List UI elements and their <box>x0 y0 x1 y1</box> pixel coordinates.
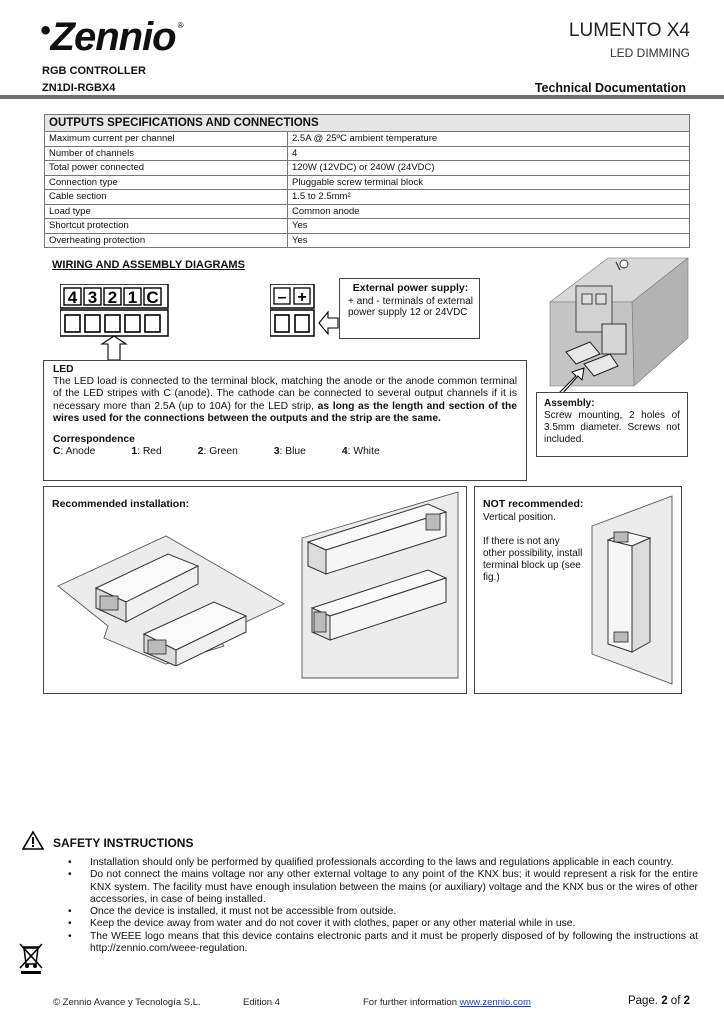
header-divider <box>0 95 724 99</box>
registered-icon: ® <box>177 21 183 30</box>
power-label-plus: + <box>297 289 307 306</box>
terminal-block-icon <box>148 640 166 654</box>
left-arrow-icon <box>319 312 338 334</box>
terminal-label: 3 <box>87 288 98 307</box>
table-row <box>45 175 690 190</box>
wiring-title: WIRING AND ASSEMBLY DIAGRAMS <box>52 259 245 271</box>
not-recommended-title: NOT recommended: <box>483 498 584 510</box>
footer-company: © Zennio Avance y Tecnología S.L. <box>53 997 201 1008</box>
spec-key: Maximum current per channel <box>45 132 288 147</box>
assembly-body: Screw mounting, 2 holes of 3.5mm diameter. Screws not included. <box>544 410 680 445</box>
vertical-mount-illustration <box>588 492 678 688</box>
led-info-box <box>43 360 527 481</box>
spec-value: Common anode <box>288 204 690 219</box>
terminal-label: 4 <box>67 288 78 307</box>
product-subtitle: LED DIMMING <box>609 46 690 60</box>
device-housing-illustration <box>536 254 692 394</box>
correspondence-item: 4: White <box>341 446 380 458</box>
spec-key: Shortcut protection <box>45 219 288 234</box>
list-item: • Do not connect the mains voltage nor any other external voltage to any point of the KNX bus; it would represent a risk for the entire KNX system. The facility must have enough insulation between the mains (or auxiliary) voltage and the KNX bus or the wires of other accessories, in case of being installed. <box>68 869 698 906</box>
spec-value: 4 <box>288 146 690 161</box>
wall-mount-illustration <box>298 488 464 684</box>
not-recommended-line: Vertical position. <box>483 512 556 523</box>
table-row <box>45 190 690 205</box>
weee-bin-icon <box>18 942 44 976</box>
device-name: RGB CONTROLLER <box>42 65 146 77</box>
table-row <box>45 233 690 248</box>
doc-type: Technical Documentation <box>534 81 686 95</box>
led-description <box>53 376 517 425</box>
spec-key: Load type <box>45 204 288 219</box>
terminal-label: 2 <box>107 288 118 307</box>
spec-value: 120W (12VDC) or 240W (24VDC) <box>288 161 690 176</box>
list-item: • The WEEE logo means that this device contains electronic parts and it must be properly disposed of by following the instructions at http://zennio.com/weee-regulation. <box>68 931 698 956</box>
spec-value: 1.5 to 2.5mm² <box>288 190 690 205</box>
correspondence-item: 2: Green <box>197 446 238 458</box>
up-arrow-icon <box>102 336 126 360</box>
terminal-block-icon <box>100 596 118 610</box>
footer-info <box>363 997 531 1008</box>
table-row <box>45 204 690 219</box>
table-row <box>45 132 690 147</box>
ext-power-body: + and - terminals of external power supply 12 or 24VDC <box>348 295 473 318</box>
spec-key: Connection type <box>45 175 288 190</box>
correspondence-title: Correspondence <box>53 434 135 446</box>
table-row <box>45 219 690 234</box>
terminal-block-icon <box>614 632 628 642</box>
spec-key: Cable section <box>45 190 288 205</box>
table-row <box>45 146 690 161</box>
table-row <box>45 161 690 176</box>
not-recommended-line: If there is not any other possibility, install terminal block up (see fig.) <box>483 536 583 583</box>
terminal-block-icon <box>314 612 326 632</box>
not-recommended-text <box>483 512 583 584</box>
terminal-label: C <box>146 288 159 307</box>
logo-dot-icon: • <box>40 14 50 47</box>
led-description-text: The LED load is connected to the terminal block, matching the anode or the anode common terminal of the LED stripes with C (anode). The cathode can be connected to several output channels if it is necessary more than 2.5A (up to 10A) for the LED strip, <box>53 376 517 412</box>
spec-key: Total power connected <box>45 161 288 176</box>
ext-power-title: External power supply: <box>352 282 469 294</box>
spec-value: Yes <box>288 219 690 234</box>
correspondence-item: 3: Blue <box>273 446 306 458</box>
specs-table <box>44 114 690 248</box>
terminal-block-icon <box>614 532 628 542</box>
safety-list <box>68 857 698 955</box>
product-title: LUMENTO X4 <box>568 20 690 41</box>
spec-key: Number of channels <box>45 146 288 161</box>
spec-value: 2.5A @ 25ºC ambient temperature <box>288 132 690 147</box>
footer-edition: Edition 4 <box>243 997 280 1008</box>
zennio-website-link[interactable]: www.zennio.com <box>459 997 531 1008</box>
correspondence-item: 1: Red <box>131 446 162 458</box>
zennio-logo <box>40 14 183 60</box>
spec-key: Overheating protection <box>45 233 288 248</box>
indicator-icon <box>620 260 628 268</box>
list-item: • Once the device is installed, it must not be accessible from outside. <box>68 906 698 918</box>
safety-title: SAFETY INSTRUCTIONS <box>53 836 194 850</box>
external-power-box <box>339 278 480 339</box>
horizontal-mount-illustration <box>56 526 286 666</box>
device-code: ZN1DI-RGBX4 <box>42 82 116 94</box>
terminal-block-icon <box>426 514 440 530</box>
connector-slot <box>602 324 626 354</box>
led-description-bold: as long as the length and section of the wires used for the connections between the outputs and the strip are the same. <box>53 400 517 424</box>
warning-icon <box>22 830 44 850</box>
spec-value: Yes <box>288 233 690 248</box>
output-terminal-block-diagram <box>60 284 170 370</box>
specs-title: OUTPUTS SPECIFICATIONS AND CONNECTIONS <box>45 115 690 132</box>
terminal-label: 1 <box>127 288 138 307</box>
recommended-title: Recommended installation: <box>52 498 190 510</box>
correspondence-item: C: Anode <box>53 446 96 458</box>
list-item: • Keep the device away from water and do not cover it with clothes, paper or any other material while in use. <box>68 918 698 930</box>
spec-value: Pluggable screw terminal block <box>288 175 690 190</box>
footer-info-text: For further information <box>363 997 460 1008</box>
power-label-minus: – <box>277 289 287 306</box>
logo-text: Zennio <box>50 15 176 59</box>
correspondence-list <box>53 446 517 458</box>
assembly-title: Assembly: <box>544 398 595 409</box>
led-title: LED <box>53 364 74 375</box>
page-number: Page. 2 of 2 <box>627 995 690 1007</box>
assembly-box <box>536 392 688 457</box>
power-terminal-block-diagram <box>270 284 340 342</box>
list-item: • Installation should only be performed by qualified professionals according to the laws and regulations applicable in each country. <box>68 857 698 869</box>
